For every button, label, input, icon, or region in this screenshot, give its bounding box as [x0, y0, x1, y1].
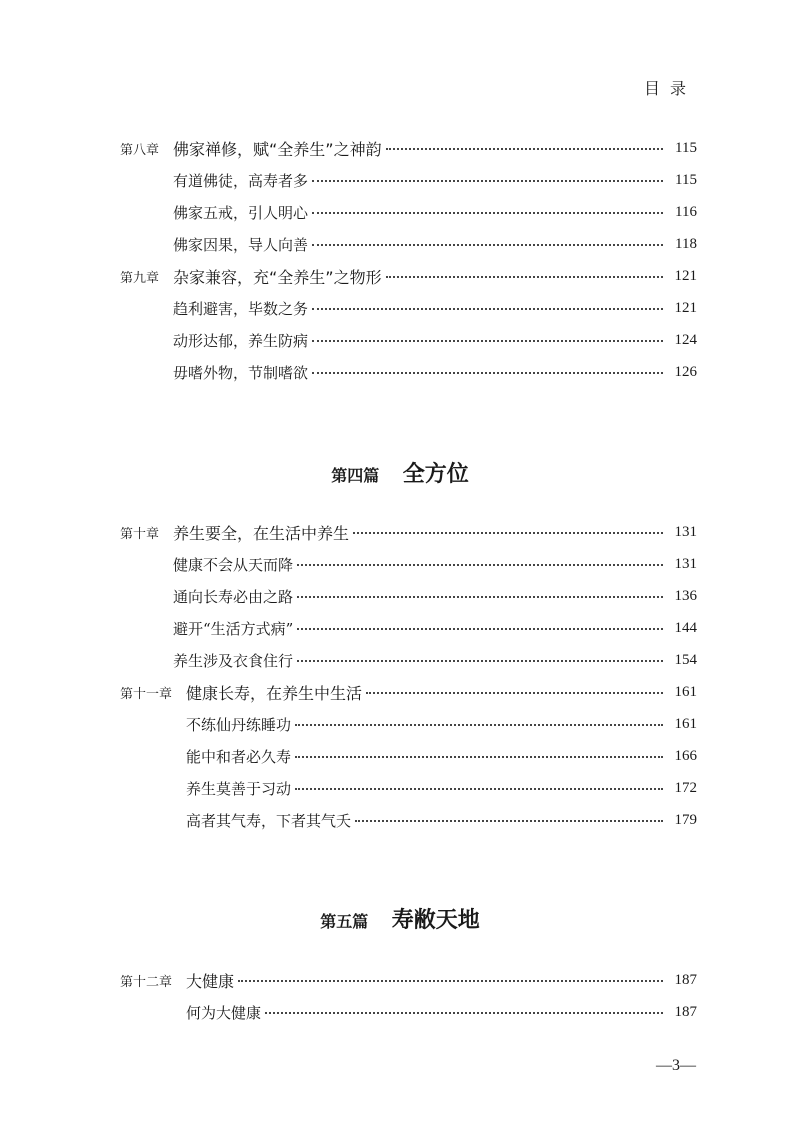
toc-item-row	[120, 230, 697, 258]
item-title: 动形达郁，养生防病	[173, 331, 309, 350]
running-head: 目录	[643, 79, 696, 98]
dot-leader	[386, 275, 663, 278]
dot-leader	[312, 371, 663, 374]
toc-item-row	[120, 198, 697, 226]
part-title: 寿敝天地	[391, 907, 480, 933]
page-number: 126	[674, 363, 697, 380]
page-number: 121	[674, 267, 697, 284]
page-number: 115	[675, 139, 697, 156]
toc-chapter-row	[120, 518, 697, 546]
page-number: 115	[675, 171, 697, 188]
part-label: 第四篇	[331, 466, 380, 485]
chapter-title: 杂家兼容，充“全养生”之物形	[173, 267, 382, 287]
page-number: 144	[674, 619, 697, 636]
dot-leader	[312, 243, 663, 246]
dot-leader	[353, 531, 663, 534]
toc-chapter-row	[120, 134, 697, 162]
page-number: 121	[674, 299, 697, 316]
toc-chapter-row	[120, 966, 697, 994]
page-number: 179	[674, 811, 697, 828]
chapter-title: 养生要全，在生活中养生	[173, 523, 350, 543]
dot-leader	[312, 211, 663, 214]
dot-leader	[297, 595, 663, 598]
toc-item-row	[120, 358, 697, 386]
dot-leader	[355, 819, 663, 822]
item-title: 有道佛徒，高寿者多	[173, 171, 309, 190]
toc-item-row	[120, 806, 697, 834]
page-number: 187	[674, 971, 697, 988]
toc-item-row	[120, 166, 697, 194]
dot-leader	[295, 723, 663, 726]
toc-chapter-row	[120, 262, 697, 290]
toc-item-row	[120, 582, 697, 610]
dot-leader	[295, 787, 663, 790]
toc-item-row	[120, 742, 697, 770]
page-number: 116	[675, 203, 697, 220]
page-number: 131	[674, 523, 697, 540]
dot-leader	[295, 755, 663, 758]
dot-leader	[297, 659, 663, 662]
page-number: 161	[674, 715, 697, 732]
toc-chapter-row	[120, 678, 697, 706]
page-number: 154	[674, 651, 697, 668]
part-heading	[0, 903, 800, 934]
dot-leader	[312, 339, 663, 342]
chapter-label: 第八章	[120, 142, 160, 158]
dot-leader	[312, 179, 663, 182]
dot-leader	[265, 1011, 663, 1014]
page-number: 172	[674, 779, 697, 796]
item-title: 养生莫善于习动	[186, 779, 292, 798]
chapter-label: 第十二章	[120, 974, 173, 990]
page-folio: —3—	[656, 1057, 696, 1074]
part-heading	[0, 457, 800, 488]
toc-item-row	[120, 614, 697, 642]
toc-item-row	[120, 294, 697, 322]
page-number: 161	[674, 683, 697, 700]
dot-leader	[312, 307, 663, 310]
page-number: 187	[674, 1003, 697, 1020]
dot-leader	[366, 691, 663, 694]
chapter-label: 第九章	[120, 270, 160, 286]
item-title: 高者其气寿，下者其气夭	[186, 811, 352, 830]
item-title: 养生涉及衣食住行	[173, 651, 294, 670]
dot-leader	[297, 563, 663, 566]
chapter-title: 大健康	[186, 971, 235, 991]
item-title: 健康不会从天而降	[173, 555, 294, 574]
page-number: 131	[674, 555, 697, 572]
toc-item-row	[120, 710, 697, 738]
item-title: 通向长寿必由之路	[173, 587, 294, 606]
page-number: 136	[674, 587, 697, 604]
part-title: 全方位	[402, 461, 469, 487]
chapter-title: 健康长寿，在养生中生活	[186, 683, 363, 703]
toc-item-row	[120, 326, 697, 354]
toc-item-row	[120, 646, 697, 674]
page-number: 124	[674, 331, 697, 348]
dot-leader	[297, 627, 663, 630]
chapter-label: 第十章	[120, 526, 160, 542]
item-title: 毋嗜外物，节制嗜欲	[173, 363, 309, 382]
chapter-label: 第十一章	[120, 686, 173, 702]
part-label: 第五篇	[320, 912, 369, 931]
page-number: 166	[674, 747, 697, 764]
page-number: 118	[675, 235, 697, 252]
item-title: 能中和者必久寿	[186, 747, 292, 766]
item-title: 佛家五戒，引人明心	[173, 203, 309, 222]
dot-leader	[238, 979, 663, 982]
toc-item-row	[120, 550, 697, 578]
item-title: 避开“生活方式病”	[173, 619, 294, 638]
toc-item-row	[120, 998, 697, 1026]
toc-item-row	[120, 774, 697, 802]
item-title: 佛家因果，导人向善	[173, 235, 309, 254]
item-title: 趋利避害，毕数之务	[173, 299, 309, 318]
chapter-title: 佛家禅修，赋“全养生”之神韵	[173, 139, 382, 159]
item-title: 何为大健康	[186, 1003, 262, 1022]
dot-leader	[386, 147, 663, 150]
item-title: 不练仙丹练睡功	[186, 715, 292, 734]
